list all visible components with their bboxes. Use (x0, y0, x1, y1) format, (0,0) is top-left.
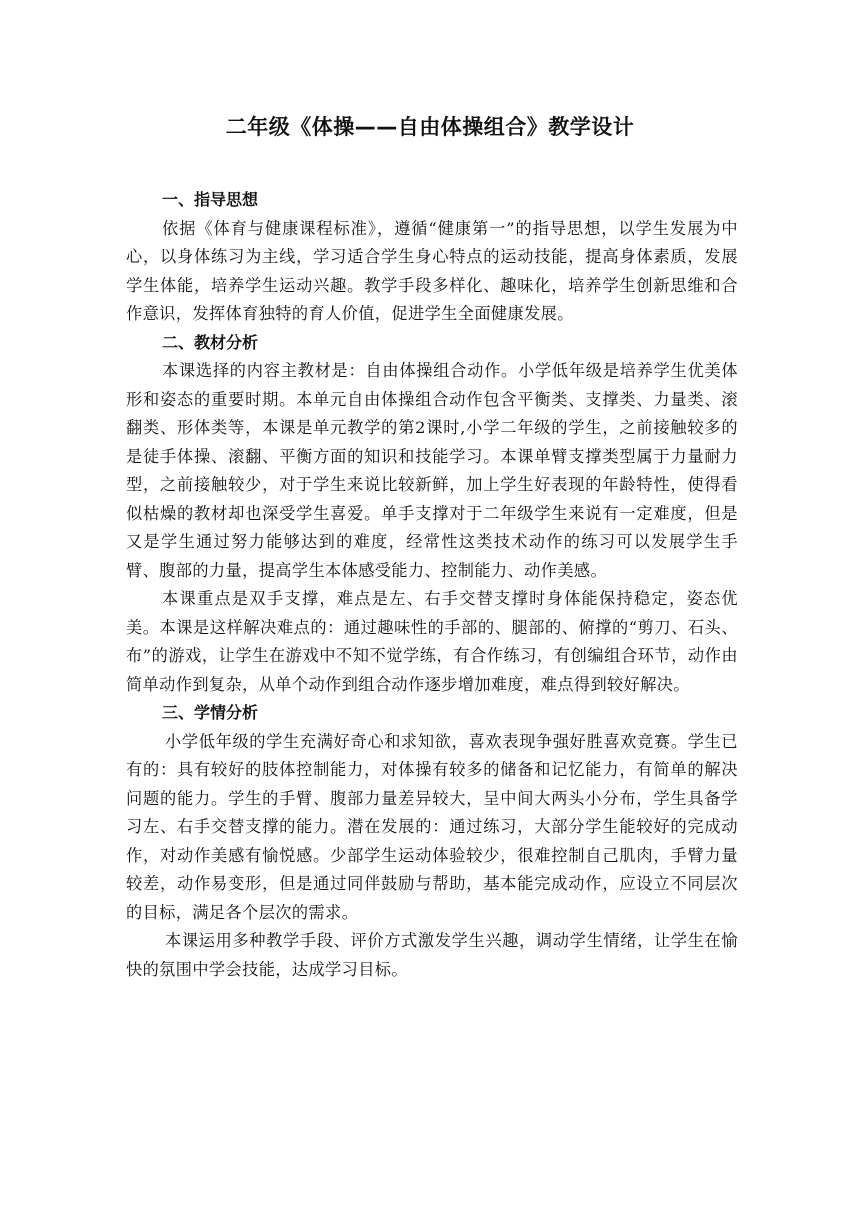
paragraph-student-analysis-1: 小学低年级的学生充满好奇心和求知欲，喜欢表现争强好胜喜欢竞赛。学生已有的：具有较好的肢体控制能力，对体操有较多的储备和记忆能力，有简单的解决问题的能力。学生的手臂、腹部力量差异较大，呈中间大两头小分布，学生具备学习左、右手交替支撑的能力。潜在发展的：通过练习，大部分学生能较好的完成动作，对动作美感有愉悦感。少部学生运动体验较少，很难控制自己肌肉，手臂力量较差，动作易变形，但是通过同伴鼓励与帮助，基本能完成动作，应设立不同层次的目标，满足各个层次的需求。 (126, 731, 738, 922)
paragraph-guiding-ideology: 依据《体育与健康课程标准》，遵循“健康第一”的指导思想，以学生发展为中心，以身体练习为主线，学习适合学生身心特点的运动技能，提高身体素质，发展学生体能，培养学生运动兴趣。教学手段多样化、趣味化，培养学生创新思维和合作意识，发挥体育独特的育人价值，促进学生全面健康发展。 (126, 218, 738, 323)
paragraph-material-analysis-2: 本课重点是双手支撑，难点是左、右手交替支撑时身体能保持稳定，姿态优美。本课是这样解决难点的：通过趣味性的手部的、腿部的、俯撑的“剪刀、石头、布”的游戏，让学生在游戏中不知不觉学练，有合作练习，有创编组合环节，动作由简单动作到复杂，从单个动作到组合动作逐步增加难度，难点得到较好解决。 (126, 589, 738, 694)
paragraph-material-analysis-1: 本课选择的内容主教材是：自由体操组合动作。小学低年级是培养学生优美体形和姿态的重要时期。本单元自由体操组合动作包含平衡类、支撑类、力量类、滚翻类、形体类等，本课是单元教学的第2课时,小学二年级的学生，之前接触较多的是徒手体操、滚翻、平衡方面的知识和技能学习。本课单臂支撑类型属于力量耐力型，之前接触较少，对于学生来说比较新鲜，加上学生好表现的年龄特性，使得看似枯燥的教材却也深受学生喜爱。单手支撑对于二年级学生来说有一定难度，但是又是学生通过努力能够达到的难度，经常性这类技术动作的练习可以发展学生手臂、腹部的力量，提高学生本体感受能力、控制能力、动作美感。 (126, 361, 738, 580)
section-heading-student-analysis: 三、学情分析 (162, 703, 259, 722)
paragraph-student-analysis-2: 本课运用多种教学手段、评价方式激发学生兴趣，调动学生情绪，让学生在愉快的氛围中学会技能，达成学习目标。 (126, 931, 738, 979)
document-body (126, 186, 738, 984)
section-heading-material-analysis: 二、教材分析 (162, 332, 259, 352)
section-heading-guiding-ideology: 一、指导思想 (162, 190, 259, 209)
document-title: 二年级《体操——自由体操组合》教学设计 (225, 115, 635, 139)
